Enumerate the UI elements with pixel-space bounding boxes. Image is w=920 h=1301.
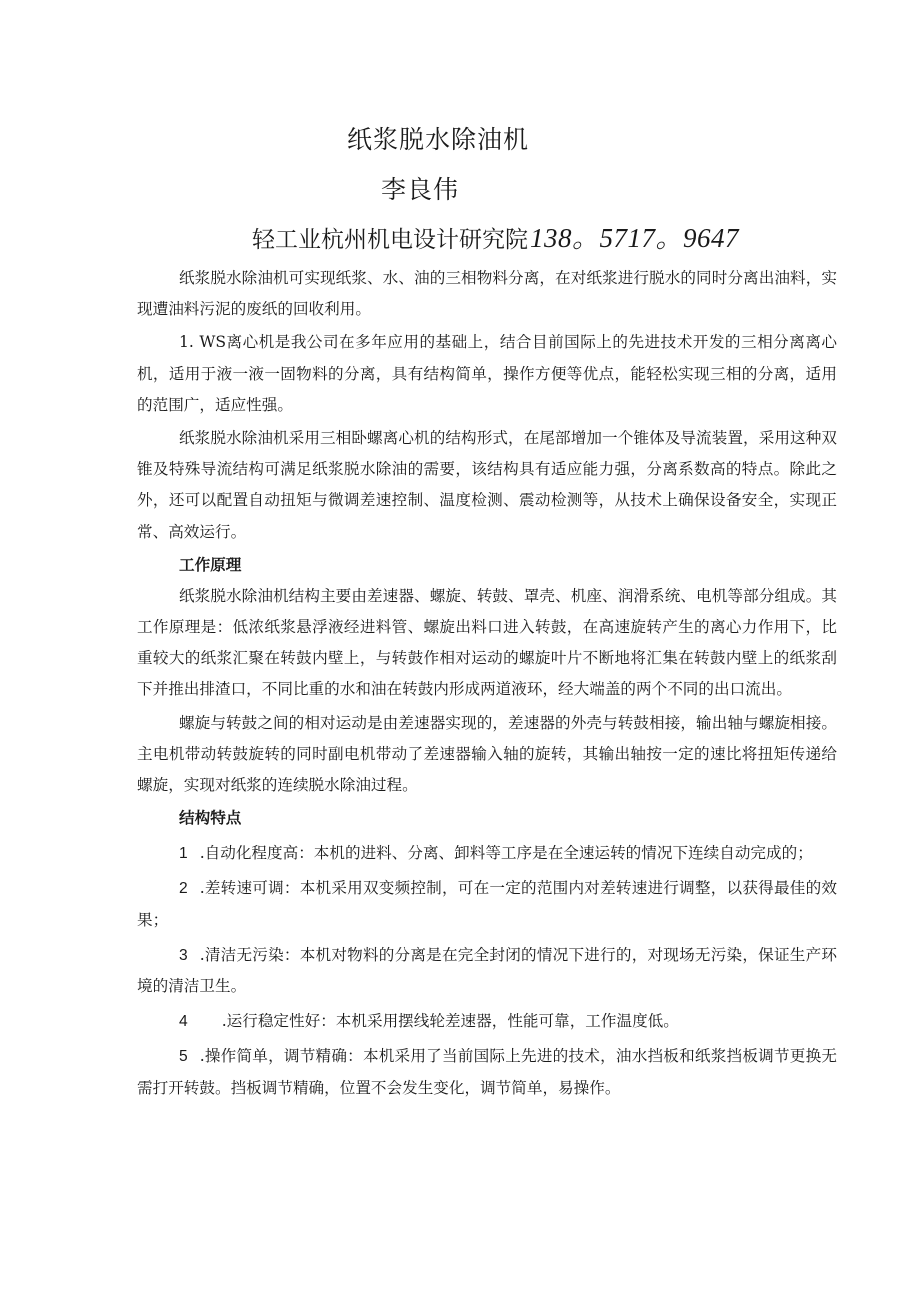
feature-item-number: 1	[179, 845, 188, 863]
section-heading-features: 结构特点	[179, 809, 242, 828]
feature-item	[137, 873, 837, 935]
feature-item-text: .操作简单，调节精确：本机采用了当前国际上先进的技术，油水挡板和纸浆挡板调节更换无需打开转鼓。挡板调节精确，位置不会发生变化，调节简单，易操作。	[137, 1047, 837, 1097]
feature-item-text: .差转速可调：本机采用双变频控制，可在一定的范围内对差转速进行调整，以获得最佳的效果；	[137, 879, 837, 929]
structure-form-paragraph: 纸浆脱水除油机采用三相卧螺离心机的结构形式，在尾部增加一个锥体及导流装置，采用这种双锥及特殊导流结构可满足纸浆脱水除油的需要，该结构具有适应能力强，分离系数高的特点。除此之外，还可以配置自动扭矩与微调差速控制、温度检测、震动检测等，从技术上确保设备安全，实现正常、高效运行。	[137, 429, 837, 541]
phone-number: 138。5717。9647	[530, 223, 739, 253]
section-heading-principle: 工作原理	[179, 555, 242, 574]
feature-item-number: 3	[179, 946, 188, 964]
feature-item	[137, 838, 837, 869]
feature-item-number: 4	[179, 1013, 188, 1031]
feature-item	[137, 1041, 837, 1103]
feature-item-text: .运行稳定性好：本机采用摆线轮差速器，性能可靠，工作温度低。	[221, 1012, 679, 1031]
body-text	[137, 263, 837, 1106]
author-name: 李良伟	[381, 175, 460, 204]
document-title: 纸浆脱水除油机	[347, 125, 530, 154]
principle-paragraph-1: 纸浆脱水除油机结构主要由差速器、螺旋、转鼓、罩壳、机座、润滑系统、电机等部分组成。其工作原理是：低浓纸浆悬浮液经进料管、螺旋出料口进入转鼓，在高速旋转产生的离心力作用下，比重较大的纸浆汇聚在转鼓内壁上，与转鼓作相对运动的螺旋叶片不断地将汇集在转鼓内壁上的纸浆刮下并推出排渣口，不同比重的水和油在转鼓内形成两道液环，经大端盖的两个不同的出口流出。	[137, 586, 837, 699]
principle-paragraph-2: 螺旋与转鼓之间的相对运动是由差速器实现的，差速器的外壳与转鼓相接，输出轴与螺旋相接。主电机带动转鼓旋转的同时副电机带动了差速器输入轴的旋转，其输出轴按一定的速比将扭矩传递给螺旋，实现对纸浆的连续脱水除油过程。	[137, 713, 837, 795]
affiliation-line	[252, 216, 739, 255]
ws-paragraph: 1. WS离心机是我公司在多年应用的基础上，结合目前国际上的先进技术开发的三相分离离心机，适用于液一液一固物料的分离，具有结构简单，操作方便等优点，能轻松实现三相的分离，适用的范围广，适应性强。	[137, 333, 837, 414]
feature-item-text: .清洁无污染：本机对物料的分离是在完全封闭的情况下进行的，对现场无污染，保证生产环境的清洁卫生。	[137, 945, 837, 996]
feature-item-number: 5	[179, 1048, 188, 1066]
intro-paragraph: 纸浆脱水除油机可实现纸浆、水、油的三相物料分离，在对纸浆进行脱水的同时分离出油料，实现遭油料污泥的废纸的回收利用。	[137, 269, 837, 319]
feature-item-text: .自动化程度高：本机的进料、分离、卸料等工序是在全速运转的情况下连续自动完成的；	[199, 844, 813, 863]
feature-item	[137, 1006, 837, 1037]
feature-item-number: 2	[179, 880, 188, 898]
feature-item	[137, 940, 837, 1002]
affiliation: 轻工业杭州机电设计研究院	[252, 227, 528, 253]
